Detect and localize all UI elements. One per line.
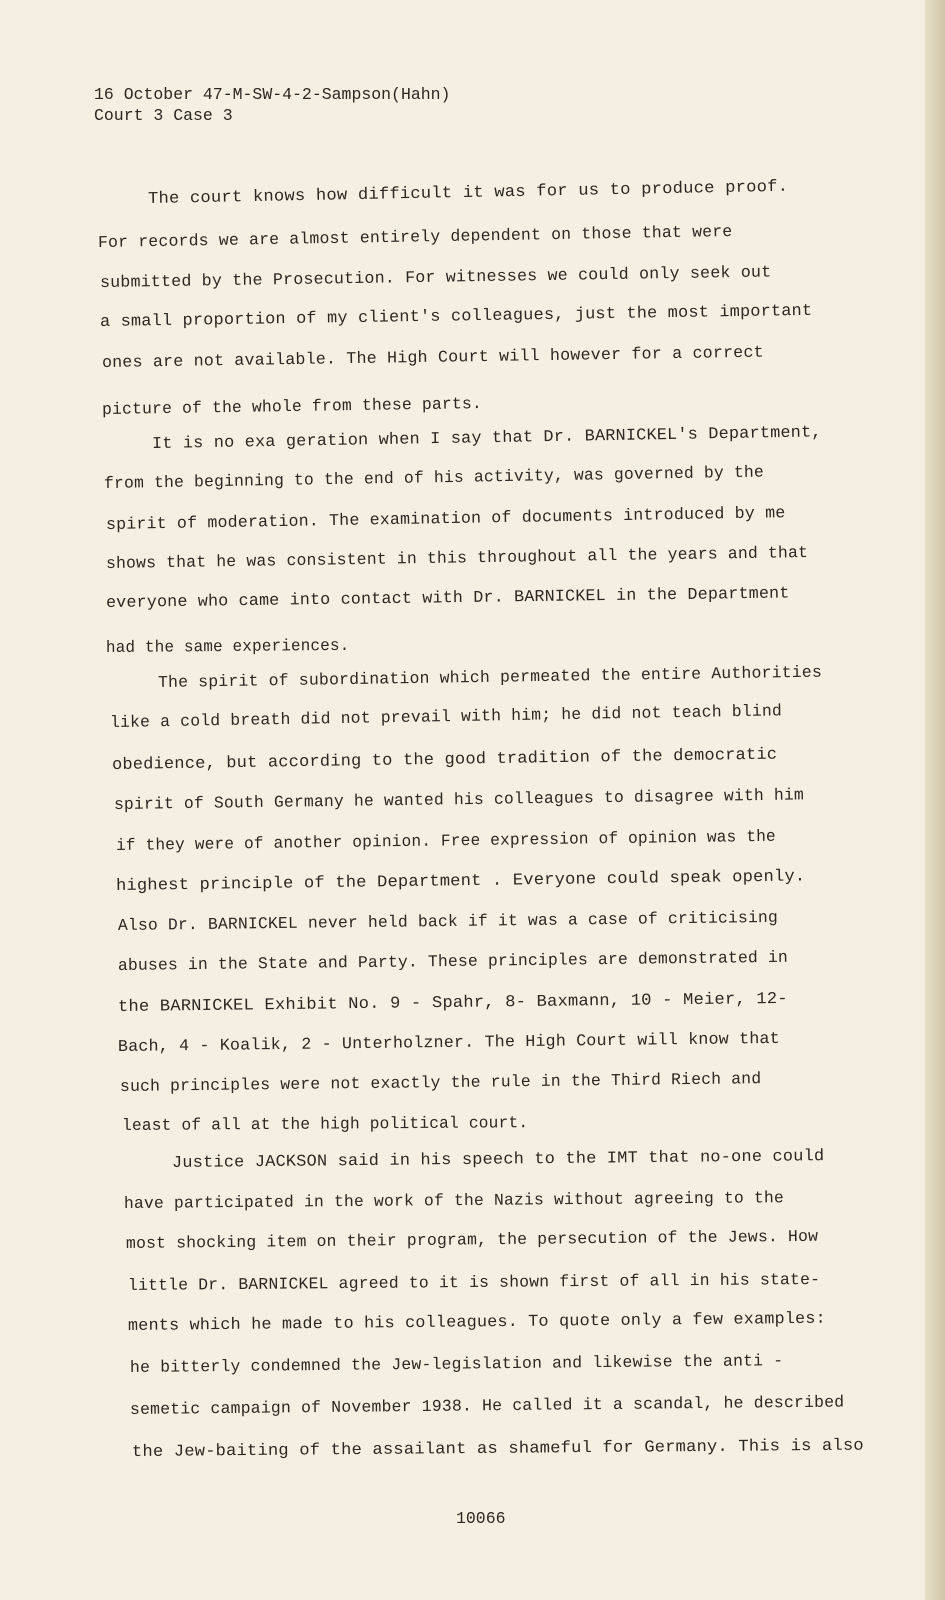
body-text-line: The court knows how difficult it was for us to produce proof.: [147, 176, 789, 208]
body-text-line: a small proportion of my client's colleagues, just the most important: [99, 300, 813, 331]
body-text-line: such principles were not exactly the rule in the Third Riech and: [119, 1069, 762, 1096]
body-text-line: The spirit of subordination which permeated the entire Authorities: [157, 662, 823, 692]
body-text-line: spirit of South Germany he wanted his colleagues to disagree with him: [113, 785, 805, 814]
body-text-line: the BARNICKEL Exhibit No. 9 - Spahr, 8- Baxmann, 10 - Meier, 12-: [117, 988, 788, 1016]
body-text-line: ments which he made to his colleagues. To quote only a few examples:: [127, 1308, 826, 1335]
header-line-2: Court 3 Case 3: [94, 106, 233, 125]
body-text-line: It is no exa geration when I say that Dr. BARNICKEL's Department,: [151, 422, 822, 453]
body-text-line: ones are not available. The High Court will however for a correct: [101, 342, 764, 372]
body-text-line: semetic campaign of November 1938. He called it a scandal, he described: [129, 1392, 845, 1419]
body-text-line: little Dr. BARNICKEL agreed to it is shown first of all in his state-: [127, 1269, 821, 1295]
body-text-line: from the beginning to the end of his activity, was governed by the: [103, 462, 765, 493]
page-edge-shadow: [925, 0, 945, 1600]
body-text-line: Justice JACKSON said in his speech to the IMT that no-one could: [171, 1146, 825, 1172]
document-header: [94, 84, 450, 126]
body-text-line: highest principle of the Department . Everyone could speak openly.: [115, 866, 806, 895]
body-text-line: most shocking item on their program, the persecution of the Jews. How: [125, 1226, 819, 1253]
body-text-line: like a cold breath did not prevail with him; he did not teach blind: [109, 701, 783, 732]
body-text-line: had the same experiences.: [105, 635, 350, 657]
body-text-line: Bach, 4 - Koalik, 2 - Unterholzner. The High Court will know that: [117, 1028, 780, 1056]
body-text-line: the Jew-baiting of the assailant as shameful for Germany. This is also: [131, 1435, 864, 1461]
body-text-line: he bitterly condemned the Jew-legislation and likewise the anti -: [129, 1351, 784, 1377]
body-text-line: abuses in the State and Party. These principles are demonstrated in: [117, 947, 789, 975]
body-text-line: least of all at the high political court.: [121, 1113, 529, 1135]
body-text-line: picture of the whole from these parts.: [101, 394, 483, 419]
body-text-line: spirit of moderation. The examination of documents introduced by me: [105, 503, 786, 534]
body-text-line: Also Dr. BARNICKEL never held back if it was a case of criticising: [117, 907, 779, 935]
body-text-line: submitted by the Prosecution. For witnesses we could only seek out: [99, 262, 772, 292]
body-text-line: For records we are almost entirely dependent on those that were: [97, 221, 733, 252]
page-number: 10066: [456, 1509, 506, 1528]
body-text-line: obedience, but according to the good tradition of the democratic: [111, 744, 778, 774]
body-text-line: have participated in the work of the Nazis without agreeing to the: [123, 1188, 785, 1213]
body-text-line: if they were of another opinion. Free expression of opinion was the: [115, 826, 776, 855]
body-text-line: everyone who came into contact with Dr. BARNICKEL in the Department: [105, 583, 790, 612]
body-text-line: shows that he was consistent in this throughout all the years and that: [105, 542, 809, 573]
header-line-1: 16 October 47-M-SW-4-2-Sampson(Hahn): [94, 85, 451, 104]
